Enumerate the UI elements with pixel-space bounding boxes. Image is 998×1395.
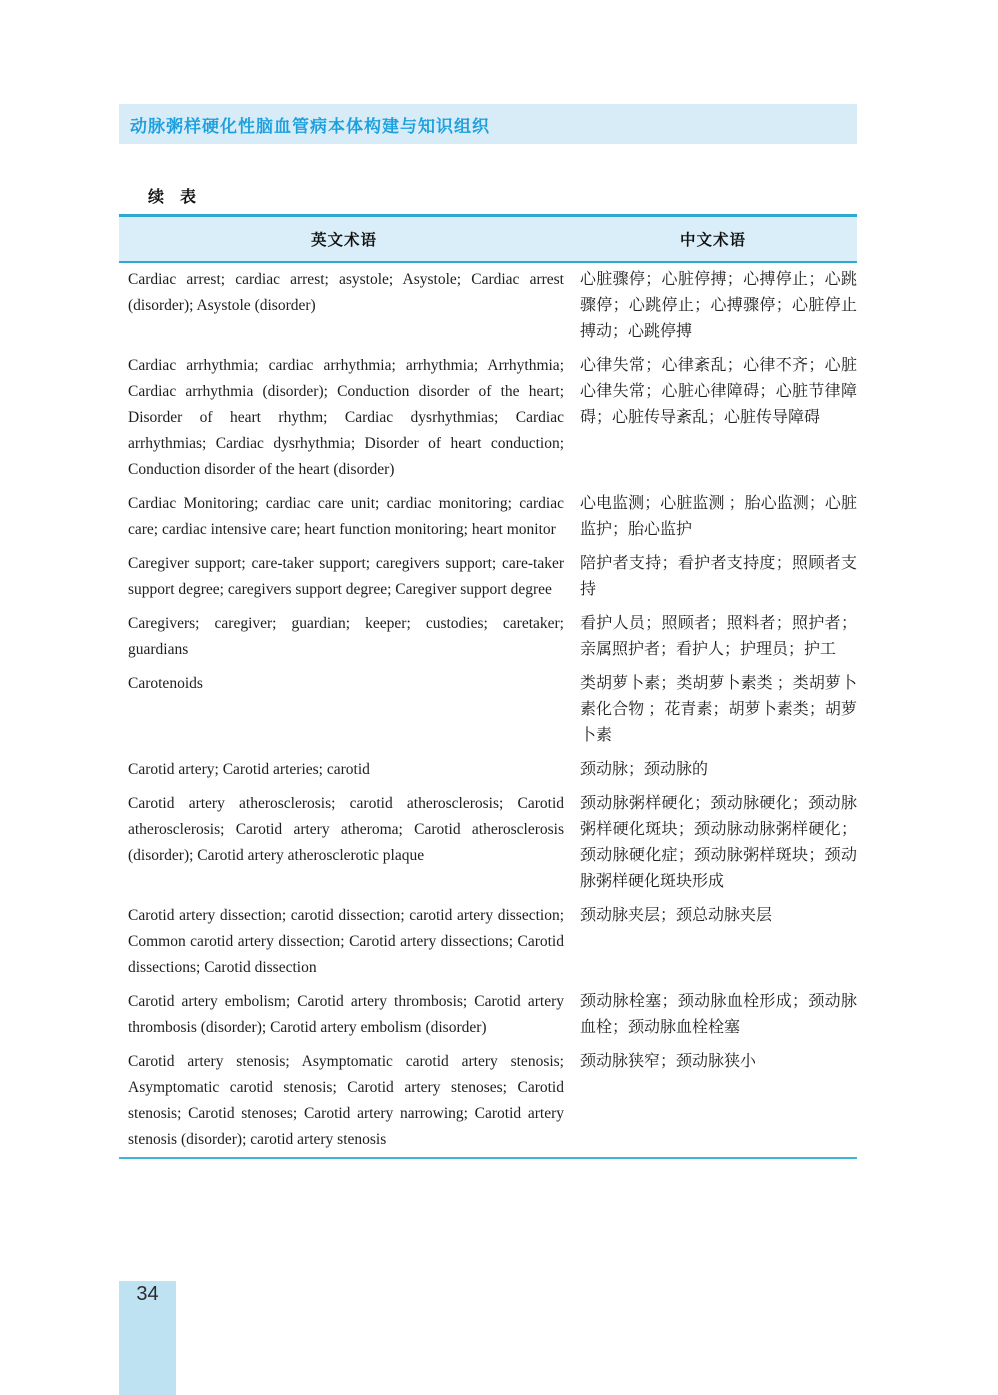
chinese-terms-cell: 颈动脉；颈动脉的 bbox=[580, 760, 709, 778]
page-number-box bbox=[119, 1281, 176, 1395]
english-terms-cell: Carotenoids bbox=[128, 674, 203, 692]
chinese-terms-cell: 心脏骤停；心脏停搏；心搏停止；心跳骤停；心跳停止；心搏骤停；心脏停止搏动；心跳停搏 bbox=[580, 270, 857, 340]
english-terms-cell: Carotid artery embolism; Carotid artery thrombosis; Carotid artery thrombosis (disorder); Carotid artery embolism (disorder) bbox=[128, 992, 564, 1036]
table-row bbox=[119, 607, 857, 667]
table-row bbox=[119, 753, 857, 787]
chapter-header-band bbox=[119, 104, 857, 144]
english-terms-cell: Cardiac arrhythmia; cardiac arrhythmia; arrhythmia; Arrhythmia; Cardiac arrhythmia (disorder); Conduction disorder of the heart; Disorder of heart rhythm; Cardiac dysrhythmias; Cardiac arrhythmias; Cardiac dysrhythmia; Disorder of heart conduction; Conduction disorder of the heart (disorder) bbox=[128, 356, 564, 478]
table-body bbox=[119, 262, 857, 1158]
table-row bbox=[119, 1045, 857, 1158]
chinese-terms-cell: 陪护者支持；看护者支持度；照顾者支持 bbox=[580, 554, 857, 598]
table-row bbox=[119, 667, 857, 753]
english-terms-cell: Caregivers; caregiver; guardian; keeper; custodies; caretaker; guardians bbox=[128, 614, 564, 658]
page-number: 34 bbox=[136, 1283, 159, 1305]
table-row bbox=[119, 985, 857, 1045]
column-header-english: 英文术语 bbox=[119, 216, 569, 262]
chinese-terms-cell: 颈动脉粥样硬化；颈动脉硬化；颈动脉粥样硬化斑块；颈动脉动脉粥样硬化；颈动脉硬化症；颈动脉粥样斑块；颈动脉粥样硬化斑块形成 bbox=[580, 794, 857, 890]
chinese-terms-cell: 颈动脉夹层；颈总动脉夹层 bbox=[580, 906, 773, 924]
column-header-chinese: 中文术语 bbox=[569, 216, 857, 262]
english-terms-cell: Carotid artery atherosclerosis; carotid atherosclerosis; Carotid atherosclerosis; Carotid artery atheroma; Carotid atherosclerosis (disorder); Carotid artery atherosclerotic plaque bbox=[128, 794, 564, 864]
chapter-title: 动脉粥样硬化性脑血管病本体构建与知识组织 bbox=[130, 116, 490, 136]
chinese-terms-cell: 颈动脉狭窄；颈动脉狭小 bbox=[580, 1052, 757, 1070]
table-row bbox=[119, 349, 857, 487]
english-terms-cell: Carotid artery stenosis; Asymptomatic carotid artery stenosis; Asymptomatic carotid stenosis; Carotid artery stenoses; Carotid stenosis; Carotid stenoses; Carotid artery narrowing; Carotid artery stenosis (disorder); carotid artery stenosis bbox=[128, 1052, 564, 1148]
table-row bbox=[119, 787, 857, 899]
english-terms-cell: Cardiac arrest; cardiac arrest; asystole; Asystole; Cardiac arrest (disorder); Asystole (disorder) bbox=[128, 270, 564, 314]
chinese-terms-cell: 心律失常；心律紊乱；心律不齐；心脏心律失常；心脏心律障碍；心脏节律障碍；心脏传导紊乱；心脏传导障碍 bbox=[580, 356, 857, 426]
english-terms-cell: Cardiac Monitoring; cardiac care unit; cardiac monitoring; cardiac care; cardiac intensive care; heart function monitoring; heart monitor bbox=[128, 494, 564, 538]
continued-table-label: 续 表 bbox=[148, 189, 197, 206]
table-row bbox=[119, 899, 857, 985]
english-terms-cell: Carotid artery; Carotid arteries; carotid bbox=[128, 760, 370, 778]
table-row bbox=[119, 547, 857, 607]
chinese-terms-cell: 颈动脉栓塞；颈动脉血栓形成；颈动脉血栓；颈动脉血栓栓塞 bbox=[580, 992, 857, 1036]
terminology-table bbox=[119, 214, 857, 1159]
table-row bbox=[119, 487, 857, 547]
table-row bbox=[119, 262, 857, 349]
chinese-terms-cell: 看护人员；照顾者；照料者；照护者；亲属照护者；看护人；护理员；护工 bbox=[580, 614, 857, 658]
english-terms-cell: Carotid artery dissection; carotid dissection; carotid artery dissection; Common carotid artery dissection; Carotid artery dissections; Carotid dissections; Carotid dissection bbox=[128, 906, 564, 976]
chinese-terms-cell: 类胡萝卜素；类胡萝卜素类 ；类胡萝卜素化合物 ；花青素；胡萝卜素类；胡萝卜素 bbox=[580, 674, 857, 744]
english-terms-cell: Caregiver support; care-taker support; caregivers support; care-taker support degree; caregivers support degree; Caregiver support degree bbox=[128, 554, 564, 598]
chinese-terms-cell: 心电监测；心脏监测 ；胎心监测；心脏监护；胎心监护 bbox=[580, 494, 857, 538]
table-header-row bbox=[119, 216, 857, 262]
